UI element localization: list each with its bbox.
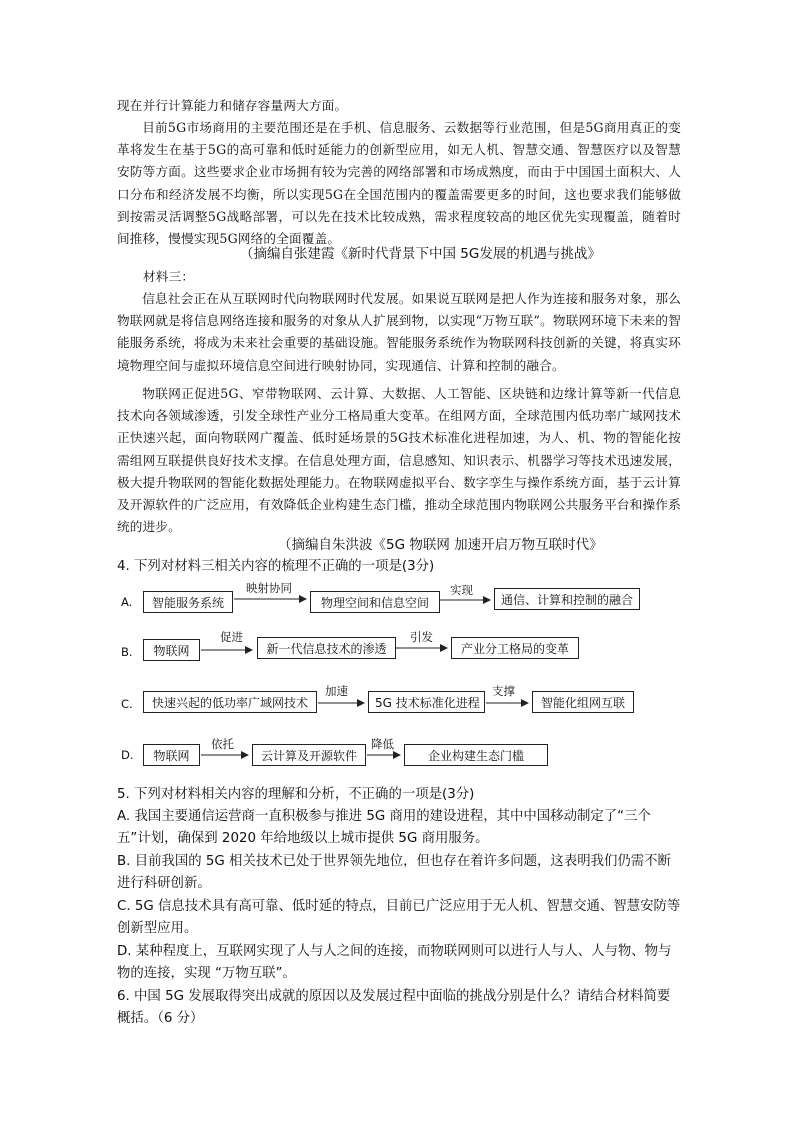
- q4-b-arrow-1-label: 促进: [220, 630, 243, 644]
- q4-d-box-2: 云计算及开源软件: [252, 744, 366, 766]
- q4-c-box-2: 5G 技术标准化进程: [368, 691, 485, 713]
- q4-d-arrow-2-label: 降低: [371, 737, 394, 751]
- q4-c-box-1: 快速兴起的低功率广域网技术: [143, 691, 317, 713]
- q4-a-box-1: 智能服务系统: [143, 591, 233, 613]
- q4-a-arrow-2-label: 实现: [450, 583, 473, 597]
- material2-paragraph: 目前5G市场商用的主要范围还是在手机、信息服务、云数据等行业范围，但是5G商用真正的变革将发生在基于5G的高可靠和低时延能力的创新型应用，如无人机、智慧交通、智慧医疗以及智慧安防等方面。这些要求企业市场拥有较为完善的网络部署和市场成熟度，而由于中国国土面积大、人口分布和经济发展不均衡，所以实现5G在全国范围内的覆盖需要更多的时间，这也要求我们能够做到按需灵活调整5G战略部署，可以先在技术比较成熟，需求程度较高的地区优先实现覆盖，随着时间推移，慢慢实现5G网络的全面覆盖。: [117, 120, 681, 247]
- q5-option-a: A. 我国主要通信运营商一直积极参与推进 5G 商用的建设进程，其中中国移动制定了“三个五”计划，确保到 2020 年给地级以上城市提供 5G 商用服务。: [117, 809, 651, 847]
- q4-b-box-2: 新一代信息技术的渗透: [257, 637, 396, 659]
- q4-option-c-label: C.: [121, 697, 133, 711]
- q4-c-arrow-1-label: 加速: [325, 684, 348, 698]
- q4-a-arrow-1-label: 映射协同: [246, 581, 292, 595]
- question-4-stem: 4. 下列对材料三相关内容的梳理不正确的一项是(3分): [117, 559, 435, 574]
- q4-option-b-label: B.: [121, 645, 133, 659]
- question-5-stem: 5. 下列对材料相关内容的理解和分析，不正确的一项是(3分): [117, 787, 475, 802]
- q4-b-arrow-2-label: 引发: [410, 630, 433, 644]
- question-6-stem: 6. 中国 5G 发展取得突出成就的原因以及发展过程中面临的挑战分别是什么？请结合材料简要概括。（6 分）: [117, 989, 671, 1027]
- material3-citation: （摘编自朱洪波《5G 物联网 加速开启万物互联时代》: [278, 537, 603, 553]
- q5-option-c: C. 5G 信息技术具有高可靠、低时延的特点，目前已广泛应用于无人机、智慧交通、智慧安防等创新型应用。: [117, 899, 681, 937]
- material3-paragraph-1: 信息社会正在从互联网时代向物联网时代发展。如果说互联网是把人作为连接和服务对象，那么物联网就是将信息网络连接和服务的对象从人扩展到物，以实现“万物互联”。物联网环境下未来的智能服务系统，将成为未来社会重要的基础设施。智能服务系统作为物联网科技创新的关键，将真实环境物理空间与虚拟环境信息空间进行映射协同，实现通信、计算和控制的融合。: [117, 291, 681, 373]
- q5-option-b: B. 目前我国的 5G 相关技术已处于世界领先地位，但也存在着许多问题，这表明我们仍需不断进行科研创新。: [117, 854, 671, 892]
- material3-heading: 材料三：: [143, 269, 195, 284]
- material2-citation: （摘编自张建霞《新时代背景下中国 5G发展的机遇与挑战》: [240, 246, 601, 262]
- q4-a-box-3: 通信、计算和控制的融合: [494, 588, 640, 610]
- q5-option-d: D. 某种程度上，互联网实现了人与人之间的连接，而物联网则可以进行人与人、人与物、物与物的连接，实现 “万物互联”。: [117, 944, 672, 982]
- q4-a-box-2: 物理空间和信息空间: [310, 591, 440, 613]
- material3-paragraph-2: 物联网正促进5G、窄带物联网、云计算、大数据、人工智能、区块链和边缘计算等新一代信息技术向各领域渗透，引发全球性产业分工格局重大变革。在组网方面，全球范围内低功率广域网技术正快速兴起，面向物联网广覆盖、低时延场景的5G技术标准化进程加速，为人、机、物的智能化按需组网互联提供良好技术支撑。在信息处理方面，信息感知、知识表示、机器学习等技术迅速发展，极大提升物联网的智能化数据处理能力。在物联网虚拟平台、数字孪生与操作系统方面，基于云计算及开源软件的广泛应用，有效降低企业构建生态门槛，推动全球范围内物联网公共服务平台和操作系统的进步。: [117, 386, 681, 535]
- q4-option-a-label: A.: [121, 595, 133, 609]
- material2-line-1: 现在并行计算能力和储存容量两大方面。: [117, 98, 348, 113]
- q4-d-box-3: 企业构建生态门槛: [404, 744, 548, 766]
- q4-option-d-label: D.: [121, 748, 134, 762]
- q4-c-box-3: 智能化组网互联: [532, 691, 634, 713]
- q4-d-box-1: 物联网: [143, 744, 200, 766]
- q4-b-box-3: 产业分工格局的变革: [451, 637, 579, 659]
- q4-d-arrow-1-label: 依托: [211, 737, 234, 751]
- q4-c-arrow-2-label: 支撑: [492, 684, 515, 698]
- q4-b-box-1: 物联网: [143, 639, 200, 661]
